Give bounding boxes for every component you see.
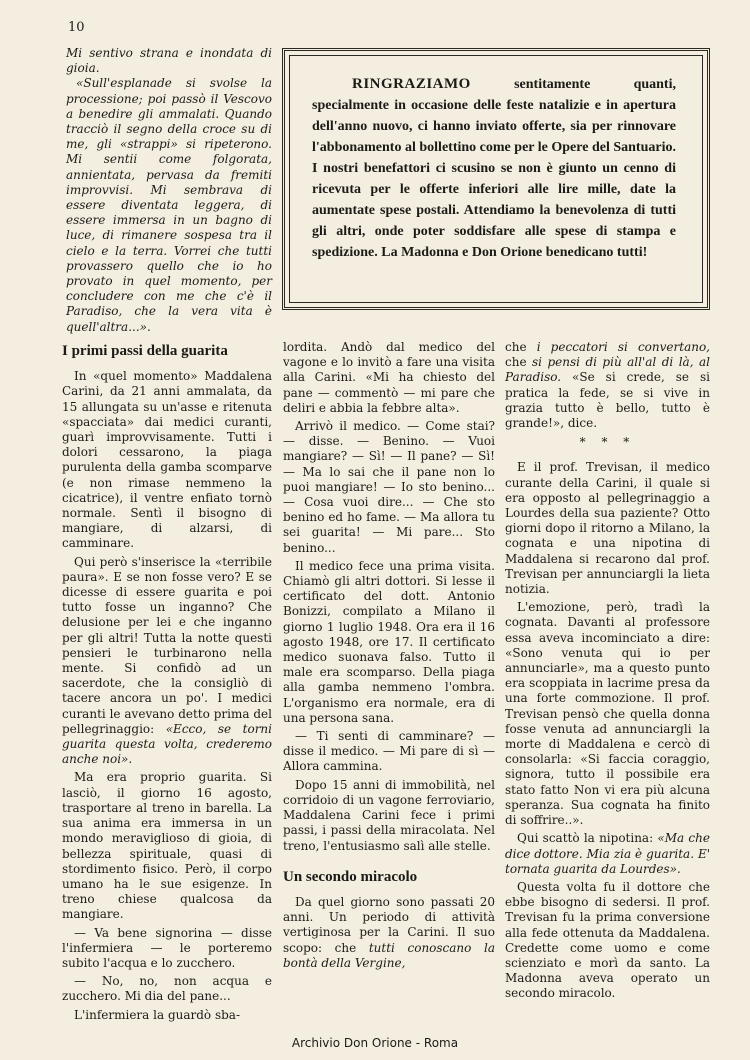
paragraph: E il prof. Trevisan, il medico curante della Carini, il quale si era opposto al pellegrinaggio a Lourdes della sua paziente? Otto giorni dopo il ritorno a Milano, la cognata e una nipotina di Maddalena si recarono dal prof. Trevisan per annunciargli la lieta notizia.: [505, 460, 710, 597]
article-column-1: [62, 340, 272, 1026]
section-title-first-steps: I primi passi della guarita: [62, 343, 228, 359]
paragraph: Il medico fece una prima visita. Chiamò gli altri dottori. Si lesse il certificato del dott. Antonio Bonizzi, compilato a Milano il giorno 1 luglio 1948. Ora era il 16 agosto 1948, ore 17. Il certificato medico suonava falso. Tutto il male era scomparso. Della piaga alla gamba nemmeno l'ombra. L'organismo era normale, era di una persona sana.: [283, 558, 495, 725]
paragraph-text: che: [505, 355, 533, 370]
paragraph: L'emozione, però, tradì la cognata. Davanti al professore essa aveva incominciato a dire: «Sono venuta qui io per annunciarle», ma a questo punto era scoppiata in lacrime presa da una forte commozione. Il prof. Trevisan pensò che quella donna fosse venuta ad annunciargli la morte di Maddalena e cercò di consolarla: «Si faccia coraggio, signora, tutto il possibile era stato fatto Non vi era più alcuna speranza. Sua cognata ha finito di soffrire..».: [505, 600, 710, 828]
paragraph: L'infermiera la guardò sba-: [74, 1007, 241, 1022]
article-column-2: [283, 340, 495, 974]
paragraph-text: che: [505, 340, 537, 354]
archive-footer: Archivio Don Orione - Roma: [291, 1036, 459, 1050]
intro-paragraph: «Sull'esplanade si svolse la processione; poi passò il Vescovo a benedire gli ammalati. Quando tracciò il segno della croce su di me, gli «strappi» si ripeterono. Mi sentii come folgorata, annientata, pervasa da fremiti improvvisi. Mi sembrava di essere diventata leggera, di essere immersa in un bagno di luce, di rimanere sospesa tra il cielo e la terra. Vorrei che tutti provassero quello che io ho provato in quel momento, per concludere con me che c'è il Paradiso, che la vera vita è quell'altra...».: [66, 76, 272, 334]
quote-text: «Ma che dice dottore. Mia zia è guarita. E' tornata guarita da Lourdes».: [505, 831, 710, 876]
paragraph: [505, 831, 710, 877]
paragraph: Ma era proprio guarita. Si lasciò, il giorno 16 agosto, trasportare al treno in barella. La sua anima era immersa in un mondo meraviglioso di gioia, di bellezza spirituale, quasi di stordimento fisico. Però, il corpo umano ha le sue esigenze. In treno chiese qualcosa da mangiare.: [62, 770, 272, 922]
paragraph: — Va bene signorina — disse l'infermiera — le porteremo subito l'acqua e lo zucchero.: [62, 925, 272, 970]
paragraph: — No, no, non acqua e zucchero. Mi dia del pane...: [62, 974, 272, 1004]
intro-text: [66, 46, 272, 335]
paragraph-text: Qui però s'inserisce la «terribile paura». E se non fosse vero? E se dicesse di essere guarita e poi tutto fosse un inganno? Che delusione per lei e che inganno per gli altri! Tutta la notte questi pensieri le turbinarono nella mente. Si confidò ad un sacerdote, che la consigliò di tacere ancora un po'. I medici curanti le avevano detto prima del pellegrinaggio:: [62, 554, 272, 736]
thanks-notice-text: [312, 74, 676, 263]
thanks-notice-heading: RINGRAZIAMO: [352, 76, 471, 92]
paragraph: — Ti senti di camminare? — disse il medico. — Mi pare di sì — Allora cammina.: [283, 729, 495, 774]
italic-text: si pensi di più all'al di là, al Paradiso.: [505, 355, 710, 385]
paragraph: Questa volta fu il dottore che ebbe bisogno di sedersi. Il prof. Trevisan fu la prima conversione alla fede ottenuta da Maddalena. Credette come uomo e come scienziato e morì da santo. La Madonna aveva operato un secondo miracolo.: [505, 879, 710, 1001]
paragraph: In «quel momento» Maddalena Carini, da 21 anni ammalata, da 15 allungata su un'asse e ritenuta «spacciata» dai medici curanti, guarì improvvisamente. Tutti i dolori cessarono, la piaga purulenta della gamba scomparve (e non rimase nemmeno la cicatrice), il ventre enfiato tornò normale. Sentì il bisogno di mangiare, di alzarsi, di camminare.: [62, 369, 272, 551]
italic-text: i peccatori si convertano,: [536, 340, 710, 354]
paragraph: [283, 895, 495, 971]
section-title-second-miracle: Un secondo miracolo: [283, 868, 418, 885]
section-divider-stars: * * *: [579, 435, 636, 450]
thanks-notice-body: sentitamente quanti, specialmente in occasione delle feste natalizie e in apertura dell'anno nuovo, ci hanno inviato offerte, sia per rinnovare l'abbonamento al bollettino come per le Opere del Santuario. I nostri benefattori ci scusino se non è giunto un cenno di ricevuta per le offerte inferiori alle lire mille, date la aumentate spese postali. Attendiamo la benevolenza di tutti gli altri, onde poter soddisfare alle spese di stampa e spedizione. La Madonna e Don Orione benedicano tutti!: [312, 77, 676, 260]
page-number: 10: [68, 20, 85, 35]
paragraph-text: Da quel giorno sono passati 20 anni. Un periodo di attività vertiginosa per la Carini. Il suo scopo: che: [283, 894, 495, 955]
paragraph-text: «Se si crede, se si pratica la fede, se si vive in grazia tutto è bello, tutto è grande!», dice.: [505, 370, 710, 431]
intro-paragraph: Mi sentivo strana e inondata di gioia.: [66, 46, 272, 76]
italic-text: tutti conoscano la bontà della Vergine,: [283, 940, 495, 970]
paragraph: lordita. Andò dal medico del vagone e lo invitò a fare una visita alla Carini. «Mi ha chiesto del pane — commentò — mi pare che deliri e abbia la febbre alta».: [283, 340, 495, 415]
thanks-notice-box: [282, 48, 710, 310]
paragraph: [62, 555, 272, 768]
paragraph: Dopo 15 anni di immobilità, nel corridoio di un vagone ferroviario, Maddalena Carini fece i primi passi, i passi della miracolata. Nel treno, l'entusiasmo salì alle stelle.: [283, 777, 495, 853]
article-column-3: [505, 340, 710, 1005]
paragraph-text: Qui scattò la nipotina:: [517, 831, 658, 846]
paragraph: Arrivò il medico. — Come stai? — disse. — Benino. — Vuoi mangiare? — Sì! — Il pane? — Sì! — Ma lo sai che il pane non lo puoi mangiare! — Io sto benino... — Cosa vuoi dire... — Che sto benino ed ho fame. — Ma allora tu sei guarita! — Mi pare... Sto benino...: [283, 419, 495, 555]
paragraph: [505, 340, 710, 431]
thanks-notice-inner: [289, 55, 703, 303]
quote-text: «Ecco, se torni guarita questa volta, crederemo anche noi».: [62, 721, 272, 767]
